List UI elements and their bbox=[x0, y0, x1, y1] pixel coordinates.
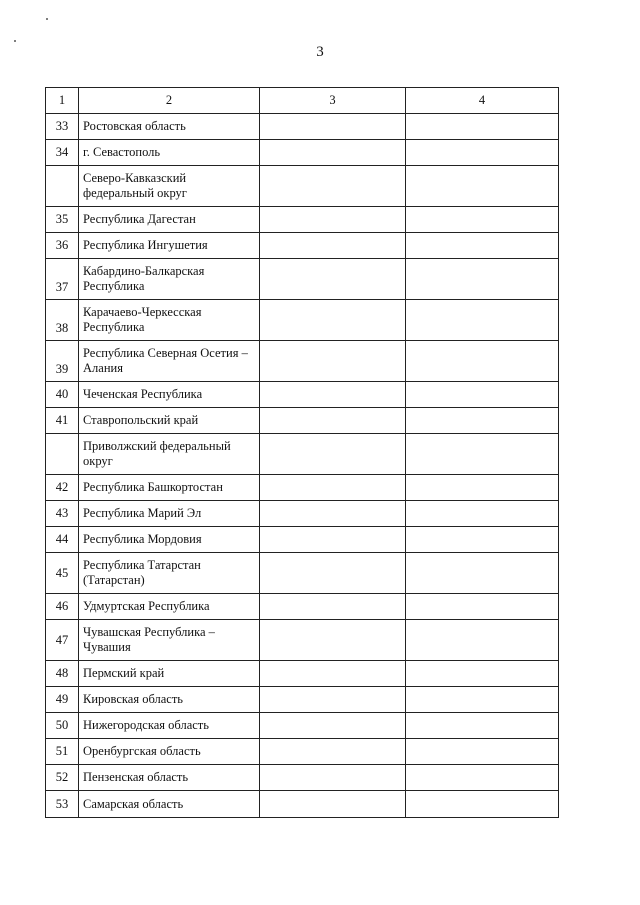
region-name: Удмуртская Республика bbox=[79, 594, 260, 620]
region-name: Республика Ингушетия bbox=[79, 233, 260, 259]
empty-cell bbox=[406, 791, 559, 818]
row-number: 44 bbox=[46, 527, 79, 553]
empty-cell bbox=[406, 207, 559, 233]
empty-cell bbox=[406, 620, 559, 661]
scan-speck bbox=[14, 40, 16, 42]
table-row bbox=[46, 408, 559, 434]
empty-cell bbox=[406, 501, 559, 527]
table-row bbox=[46, 341, 559, 382]
region-name: Чеченская Республика bbox=[79, 382, 260, 408]
table-row bbox=[46, 207, 559, 233]
row-number: 34 bbox=[46, 140, 79, 166]
row-number: 43 bbox=[46, 501, 79, 527]
row-number: 46 bbox=[46, 594, 79, 620]
row-number: 52 bbox=[46, 765, 79, 791]
row-number: 37 bbox=[46, 259, 79, 300]
empty-cell bbox=[406, 475, 559, 501]
empty-cell bbox=[260, 300, 406, 341]
empty-cell bbox=[406, 233, 559, 259]
table-row bbox=[46, 233, 559, 259]
row-number bbox=[46, 434, 79, 475]
empty-cell bbox=[406, 687, 559, 713]
row-number: 38 bbox=[46, 300, 79, 341]
region-name: Карачаево-Черкесская Республика bbox=[79, 300, 260, 341]
row-number: 42 bbox=[46, 475, 79, 501]
region-name: Республика Татарстан (Татарстан) bbox=[79, 553, 260, 594]
empty-cell bbox=[406, 765, 559, 791]
empty-cell bbox=[406, 114, 559, 140]
empty-cell bbox=[260, 382, 406, 408]
empty-cell bbox=[260, 594, 406, 620]
column-header: 1 bbox=[46, 88, 79, 114]
empty-cell bbox=[260, 140, 406, 166]
empty-cell bbox=[260, 434, 406, 475]
empty-cell bbox=[406, 713, 559, 739]
row-number: 35 bbox=[46, 207, 79, 233]
region-name: Кабардино-Балкарская Республика bbox=[79, 259, 260, 300]
row-number: 41 bbox=[46, 408, 79, 434]
row-number: 40 bbox=[46, 382, 79, 408]
table-row bbox=[46, 791, 559, 818]
table-row bbox=[46, 765, 559, 791]
empty-cell bbox=[260, 475, 406, 501]
region-name: Ростовская область bbox=[79, 114, 260, 140]
empty-cell bbox=[406, 594, 559, 620]
region-name: Республика Марий Эл bbox=[79, 501, 260, 527]
row-number: 53 bbox=[46, 791, 79, 818]
table-row bbox=[46, 713, 559, 739]
region-name: Республика Мордовия bbox=[79, 527, 260, 553]
region-name: Пермский край bbox=[79, 661, 260, 687]
table-row bbox=[46, 259, 559, 300]
table-row bbox=[46, 501, 559, 527]
row-number: 51 bbox=[46, 739, 79, 765]
table-row bbox=[46, 382, 559, 408]
row-number: 50 bbox=[46, 713, 79, 739]
regions-table bbox=[45, 87, 559, 818]
empty-cell bbox=[406, 166, 559, 207]
row-number: 48 bbox=[46, 661, 79, 687]
empty-cell bbox=[260, 739, 406, 765]
empty-cell bbox=[260, 713, 406, 739]
empty-cell bbox=[260, 233, 406, 259]
row-number: 33 bbox=[46, 114, 79, 140]
region-name: Республика Дагестан bbox=[79, 207, 260, 233]
row-number: 39 bbox=[46, 341, 79, 382]
row-number: 47 bbox=[46, 620, 79, 661]
table-row bbox=[46, 140, 559, 166]
empty-cell bbox=[406, 527, 559, 553]
region-name: Чувашская Республика – Чувашия bbox=[79, 620, 260, 661]
table-row bbox=[46, 661, 559, 687]
empty-cell bbox=[260, 408, 406, 434]
table-row bbox=[46, 594, 559, 620]
row-number: 36 bbox=[46, 233, 79, 259]
empty-cell bbox=[260, 259, 406, 300]
empty-cell bbox=[406, 382, 559, 408]
empty-cell bbox=[260, 527, 406, 553]
region-name: Самарская область bbox=[79, 791, 260, 818]
table-row bbox=[46, 166, 559, 207]
table-row bbox=[46, 620, 559, 661]
empty-cell bbox=[260, 791, 406, 818]
table-row bbox=[46, 739, 559, 765]
empty-cell bbox=[406, 140, 559, 166]
table-row bbox=[46, 300, 559, 341]
empty-cell bbox=[406, 408, 559, 434]
region-name: г. Севастополь bbox=[79, 140, 260, 166]
table-row bbox=[46, 527, 559, 553]
empty-cell bbox=[260, 687, 406, 713]
table-header-row bbox=[46, 88, 559, 114]
row-number bbox=[46, 166, 79, 207]
empty-cell bbox=[406, 553, 559, 594]
region-name: Кировская область bbox=[79, 687, 260, 713]
empty-cell bbox=[406, 300, 559, 341]
empty-cell bbox=[260, 166, 406, 207]
row-number: 49 bbox=[46, 687, 79, 713]
column-header: 4 bbox=[406, 88, 559, 114]
page-number: 3 bbox=[316, 44, 324, 60]
empty-cell bbox=[260, 501, 406, 527]
region-name: Ставропольский край bbox=[79, 408, 260, 434]
empty-cell bbox=[260, 114, 406, 140]
empty-cell bbox=[406, 341, 559, 382]
table-row bbox=[46, 475, 559, 501]
region-name: Пензенская область bbox=[79, 765, 260, 791]
table-row bbox=[46, 114, 559, 140]
empty-cell bbox=[406, 259, 559, 300]
empty-cell bbox=[260, 553, 406, 594]
table-row bbox=[46, 687, 559, 713]
region-name: Оренбургская область bbox=[79, 739, 260, 765]
empty-cell bbox=[406, 661, 559, 687]
empty-cell bbox=[260, 661, 406, 687]
region-name: Приволжский федеральный округ bbox=[79, 434, 260, 475]
empty-cell bbox=[260, 207, 406, 233]
row-number: 45 bbox=[46, 553, 79, 594]
table-row bbox=[46, 553, 559, 594]
empty-cell bbox=[260, 620, 406, 661]
empty-cell bbox=[406, 434, 559, 475]
empty-cell bbox=[406, 739, 559, 765]
empty-cell bbox=[260, 765, 406, 791]
region-name: Северо-Кавказский федеральный округ bbox=[79, 166, 260, 207]
column-header: 3 bbox=[260, 88, 406, 114]
region-name: Республика Северная Осетия – Алания bbox=[79, 341, 260, 382]
region-name: Республика Башкортостан bbox=[79, 475, 260, 501]
empty-cell bbox=[260, 341, 406, 382]
region-name: Нижегородская область bbox=[79, 713, 260, 739]
scan-speck bbox=[46, 18, 48, 20]
table-row bbox=[46, 434, 559, 475]
column-header: 2 bbox=[79, 88, 260, 114]
